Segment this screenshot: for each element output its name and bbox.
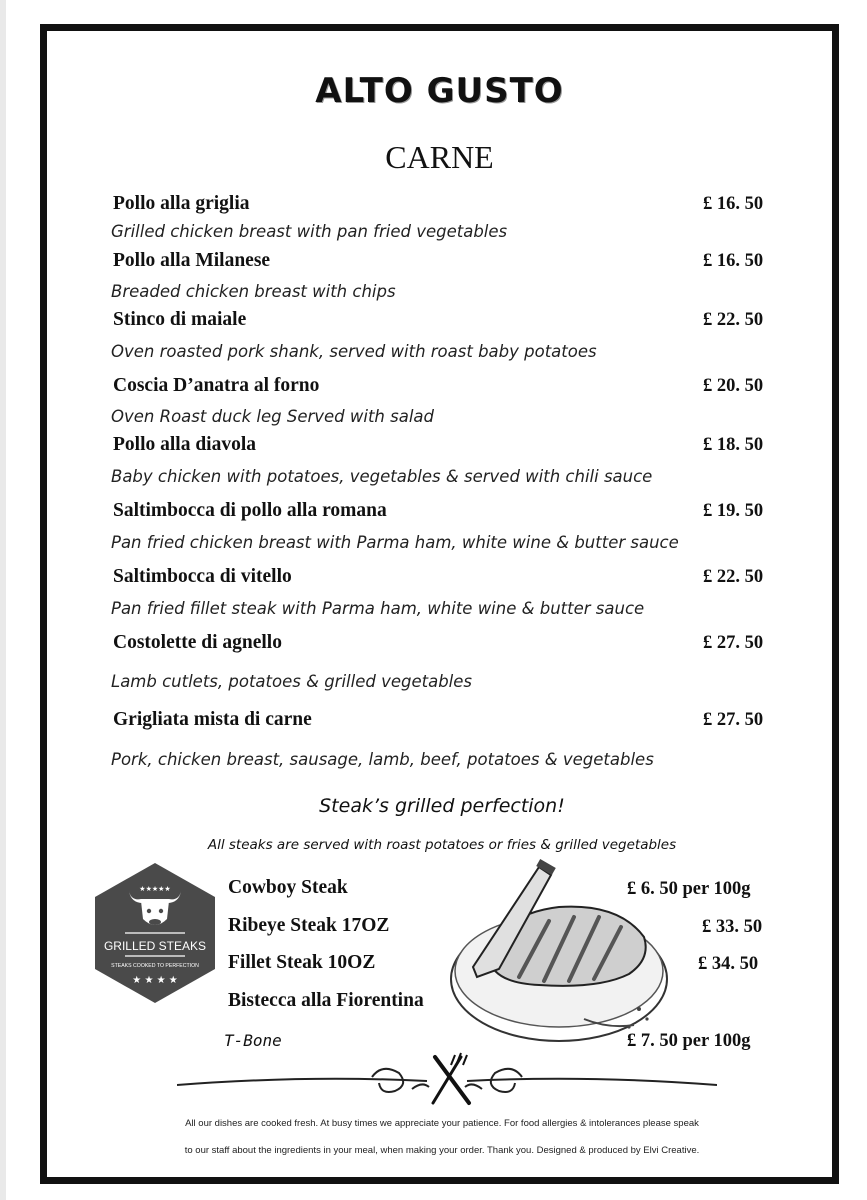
restaurant-name: ALTO GUSTO — [315, 71, 564, 111]
dish-price: £ 22. 50 — [703, 310, 764, 330]
dish-description: Pan fried chicken breast with Parma ham, white wine & butter sauce — [111, 533, 679, 552]
dish-name: Saltimbocca di pollo alla romana — [113, 500, 387, 521]
badge-title: GRILLED STEAKS — [103, 939, 207, 953]
dish-price: £ 16. 50 — [703, 251, 764, 271]
footer-note-line2: to our staff about the ingredients in your meal, when making your order. Thank you. Designed & produced by Elvi Creative. — [184, 1145, 700, 1156]
steak-name: Bistecca alla Fiorentina — [228, 990, 424, 1011]
dish-price: £ 27. 50 — [703, 633, 764, 653]
dish-price: £ 18. 50 — [703, 435, 764, 455]
dish-name: Pollo alla Milanese — [113, 250, 271, 271]
dish-price: £ 16. 50 — [703, 194, 764, 214]
svg-text:★ ★ ★ ★: ★ ★ ★ ★ — [132, 975, 178, 986]
cutlery-divider — [177, 1051, 717, 1111]
dish-description: Oven roasted pork shank, served with roast baby potatoes — [111, 342, 597, 361]
dish-description: Oven Roast duck leg Served with salad — [111, 407, 435, 426]
dish-price: £ 27. 50 — [703, 710, 764, 730]
page-edge — [0, 0, 6, 1200]
dish-description: Pork, chicken breast, sausage, lamb, beef, potatoes & vegetables — [111, 750, 654, 769]
dish-name: Saltimbocca di vitello — [113, 566, 292, 587]
dish-name: Pollo alla diavola — [113, 434, 257, 455]
dish-name: Pollo alla griglia — [113, 193, 250, 214]
svg-text:★★★★★: ★★★★★ — [139, 885, 171, 893]
menu-page — [40, 24, 839, 1184]
section-title: CARNE — [385, 139, 494, 175]
dish-name: Stinco di maiale — [113, 309, 247, 330]
grilled-steaks-badge — [91, 861, 219, 1005]
steaks-subheading: All steaks are served with roast potatoes or fries & grilled vegetables — [207, 837, 677, 853]
dish-name: Costolette di agnello — [113, 632, 282, 653]
dish-price: £ 20. 50 — [703, 376, 764, 396]
steak-price: £ 34. 50 — [698, 954, 759, 974]
steak-name: Ribeye Steak 17OZ — [228, 915, 390, 936]
dish-price: £ 22. 50 — [703, 567, 764, 587]
dish-description: Lamb cutlets, potatoes & grilled vegetables — [111, 672, 473, 691]
steak-name: Cowboy Steak — [228, 877, 348, 898]
steak-price: £ 6. 50 per 100g — [627, 879, 751, 899]
dish-description: Pan fried fillet steak with Parma ham, white wine & butter sauce — [111, 599, 645, 618]
dish-description: Grilled chicken breast with pan fried vegetables — [111, 222, 508, 241]
dish-name: Grigliata mista di carne — [113, 709, 312, 730]
steak-name: Fillet Steak 10OZ — [228, 952, 376, 973]
dish-description: Baby chicken with potatoes, vegetables & served with chili sauce — [111, 467, 653, 486]
steak-price: £ 33. 50 — [702, 917, 763, 937]
dish-name: Coscia D’anatra al forno — [113, 375, 320, 396]
dish-description: Breaded chicken breast with chips — [111, 282, 396, 301]
tbone-price: £ 7. 50 per 100g — [627, 1031, 751, 1051]
dish-price: £ 19. 50 — [703, 501, 764, 521]
tbone-label: T-Bone — [224, 1031, 282, 1050]
badge-tagline: STEAKS COOKED TO PERFECTION — [111, 963, 199, 969]
steaks-heading: Steak’s grilled perfection! — [319, 795, 565, 817]
footer-note-line1: All our dishes are cooked fresh. At busy times we appreciate your patience. For food allergies & intolerances please speak — [185, 1118, 699, 1129]
